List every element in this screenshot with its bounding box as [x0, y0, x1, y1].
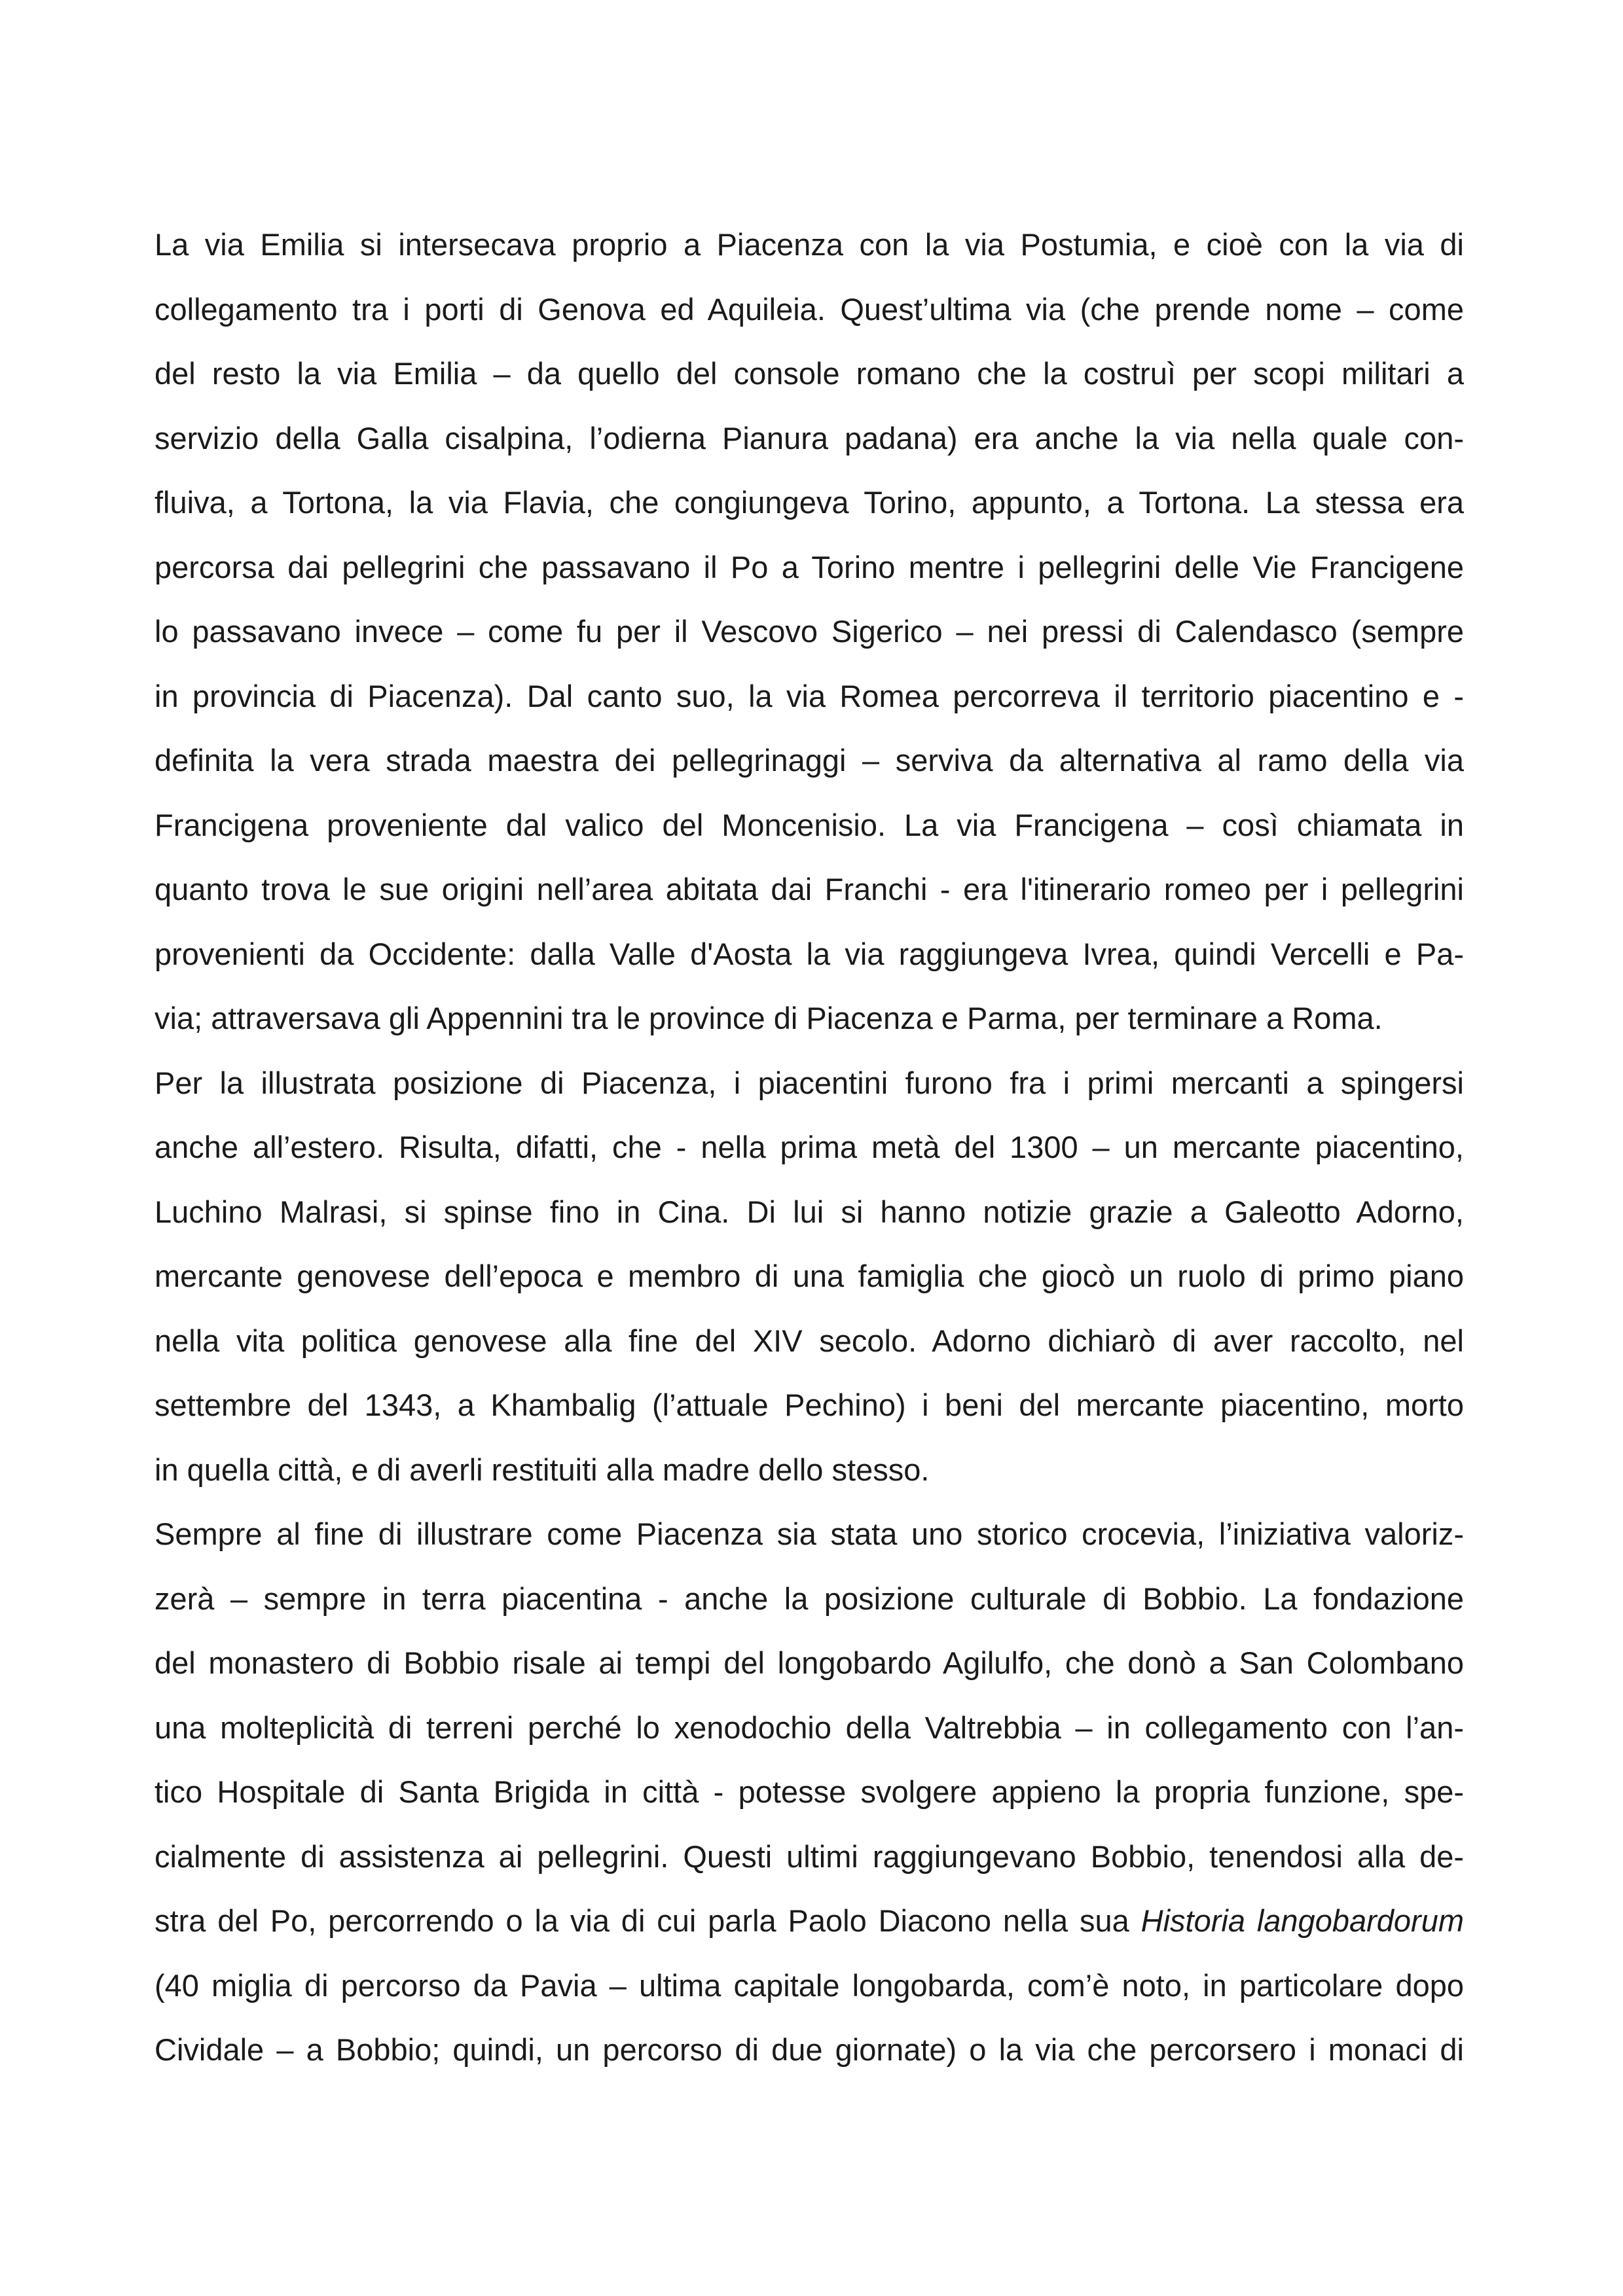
- text-line: nella vita politica genovese alla fine del XIV secolo. Adorno dichiarò di aver raccolto, nel: [155, 1323, 1464, 1358]
- text-line: tico Hospitale di Santa Brigida in città - potesse svolgere appieno la propria funzione, spe-: [155, 1774, 1464, 1809]
- text-line: mercante genovese dell’epoca e membro di una famiglia che giocò un ruolo di primo piano: [155, 1259, 1464, 1293]
- text-line: in provincia di Piacenza). Dal canto suo, la via Romea percorreva il territorio piacentino e -: [155, 678, 1464, 713]
- text-line: fluiva, a Tortona, la via Flavia, che congiungeva Torino, appunto, a Tortona. La stessa era: [155, 485, 1464, 520]
- book-title-italic: Historia langobardorum: [1140, 1903, 1464, 1938]
- line-text-before-title: stra del Po, percorrendo o la via di cui parla Paolo Diacono nella sua: [155, 1903, 1141, 1938]
- text-line: (40 miglia di percorso da Pavia – ultima capitale longobarda, com’è noto, in particolare dopo: [155, 1967, 1464, 2003]
- text-line: Francigena proveniente dal valico del Moncenisio. La via Francigena – così chiamata in: [155, 807, 1464, 842]
- text-line: provenienti da Occidente: dalla Valle d'Aosta la via raggiungeva Ivrea, quindi Vercelli e Pa-: [155, 936, 1464, 971]
- text-line: una molteplicità di terreni perché lo xenodochio della Valtrebbia – in collegamento con l’an-: [155, 1710, 1464, 1745]
- text-line: lo passavano invece – come fu per il Vescovo Sigerico – nei pressi di Calendasco (sempre: [155, 614, 1464, 649]
- text-line: quanto trova le sue origini nell’area abitata dai Franchi - era l'itinerario romeo per i pellegrini: [155, 872, 1464, 906]
- text-line: del monastero di Bobbio risale ai tempi del longobardo Agilulfo, che donò a San Colombano: [155, 1645, 1464, 1680]
- text-line: Per la illustrata posizione di Piacenza, i piacentini furono fra i primi mercanti a spingersi: [155, 1065, 1464, 1100]
- text-line: percorsa dai pellegrini che passavano il Po a Torino mentre i pellegrini delle Vie Francigene: [155, 549, 1464, 584]
- text-line: zerà – sempre in terra piacentina - anche la posizione culturale di Bobbio. La fondazione: [155, 1581, 1464, 1616]
- body-text: [155, 213, 1464, 2083]
- text-line: via; attraversava gli Appennini tra le province di Piacenza e Parma, per terminare a Roma.: [155, 1001, 1383, 1035]
- text-line: settembre del 1343, a Khambalig (l’attuale Pechino) i beni del mercante piacentino, morto: [155, 1388, 1464, 1422]
- text-line: collegamento tra i porti di Genova ed Aquileia. Quest’ultima via (che prende nome – come: [155, 291, 1464, 327]
- text-line: cialmente di assistenza ai pellegrini. Questi ultimi raggiungevano Bobbio, tenendosi alla de-: [155, 1839, 1464, 1874]
- text-line: definita la vera strada maestra dei pellegrinaggi – serviva da alternativa al ramo della via: [155, 743, 1464, 778]
- text-line: anche all’estero. Risulta, difatti, che - nella prima metà del 1300 – un mercante piacentino,: [155, 1130, 1464, 1164]
- text-line: del resto la via Emilia – da quello del console romano che la costruì per scopi militari a: [155, 356, 1464, 391]
- text-line: Cividale – a Bobbio; quindi, un percorso di due giornate) o la via che percorsero i monaci di: [155, 2032, 1464, 2067]
- text-line: La via Emilia si intersecava proprio a Piacenza con la via Postumia, e cioè con la via di: [155, 227, 1464, 262]
- text-line: servizio della Galla cisalpina, l’odierna Pianura padana) era anche la via nella quale con-: [155, 420, 1464, 456]
- text-line: in quella città, e di averli restituiti alla madre dello stesso.: [155, 1452, 930, 1487]
- text-line-with-italic: [155, 1889, 1464, 1954]
- text-line: Sempre al fine di illustrare come Piacenza sia stata uno storico crocevia, l’iniziativa valoriz-: [155, 1516, 1464, 1551]
- text-line: Luchino Malrasi, si spinse fino in Cina. Di lui si hanno notizie grazie a Galeotto Adorno,: [155, 1194, 1464, 1229]
